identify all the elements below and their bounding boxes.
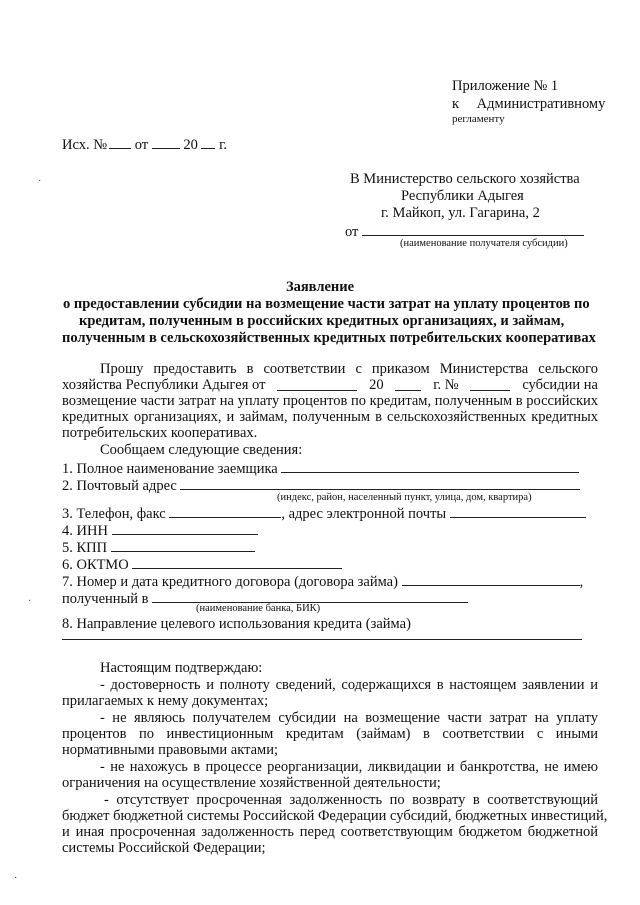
appendix-line3: регламенту <box>452 113 505 125</box>
order-year-line <box>395 377 421 391</box>
addressee-from: от <box>345 222 584 241</box>
field-7: 7. Номер и дата кредитного договора (договора займа) , <box>62 574 584 590</box>
request-line4: кредитных организациях, и займам, полученным в сельскохозяйственных кредитных <box>62 409 598 425</box>
field-6: 6. ОКТМО <box>62 555 342 574</box>
inn-line[interactable] <box>112 521 258 535</box>
field-3: 3. Телефон, факс , адрес электронной почты <box>62 504 586 523</box>
field-7-caption: (наименование банка, БИК) <box>196 603 321 614</box>
field-7b: полученный в <box>62 589 468 608</box>
kpp-line[interactable] <box>111 538 255 552</box>
order-date-line <box>277 377 357 391</box>
scan-speck: · <box>28 596 32 607</box>
addressee-line1: В Министерство сельского хозяйства <box>350 171 580 187</box>
request-line1: Прошу предоставить в соответствии с приказом Министерства сельского <box>100 361 598 377</box>
confirm-p2-line2: процентов по инвестиционным кредитам (займам) в соответствии с иными <box>62 726 598 742</box>
confirm-p4-line2: бюджет бюджетной системы Российской Федерации субсидий, бюджетных инвестиций, <box>62 808 608 824</box>
confirm-p4-line4: системы Российской Федерации; <box>62 840 266 856</box>
phone-fax-line[interactable] <box>169 504 281 518</box>
scan-speck: · <box>14 873 18 884</box>
confirm-p4-line1: - отсутствует просроченная задолженность по возврату в соответствующий <box>104 792 598 808</box>
email-line[interactable] <box>450 504 586 518</box>
request-line5: потребительских кооперативах. <box>62 425 258 441</box>
title-line4: полученным в сельскохозяйственных кредитных потребительских кооперативах <box>62 330 596 346</box>
field-1: 1. Полное наименование заемщика <box>62 459 579 478</box>
appendix-line1: Приложение № 1 <box>452 78 559 94</box>
from-caption: (наименование получателя субсидии) <box>400 238 568 249</box>
confirm-p2-line3: нормативными правовыми актами; <box>62 742 278 758</box>
field-2-line[interactable] <box>180 476 580 490</box>
confirm-p1-line1: - достоверность и полноту сведений, содержащихся в настоящем заявлении и <box>100 677 598 693</box>
request-line2: хозяйства Республики Адыгея от 20 г. № субсидии на <box>62 377 598 393</box>
order-number-line <box>470 377 510 391</box>
from-line <box>362 222 584 236</box>
number-line <box>109 135 131 149</box>
field-8-line[interactable] <box>62 639 582 640</box>
confirm-p4-line3: и иная просроченная задолженность перед соответствующим бюджетом бюджетной <box>62 824 598 840</box>
confirm-intro: Настоящим подтверждаю: <box>100 660 263 676</box>
field-5: 5. КПП <box>62 538 255 557</box>
appendix-word: Административному <box>476 96 606 112</box>
credit-agreement-line[interactable] <box>402 572 580 586</box>
title-line1: Заявление <box>285 279 355 295</box>
field-4: 4. ИНН <box>62 521 258 540</box>
request-line3: возмещение части затрат на уплату процентов по кредитам, полученным в российских <box>62 393 598 409</box>
appendix-k: к <box>452 96 460 112</box>
field-2-caption: (индекс, район, населенный пункт, улица, дом, квартира) <box>277 492 532 503</box>
confirm-p2-line1: - не являюсь получателем субсидии на возмещение части затрат на уплату <box>100 710 598 726</box>
outgoing-number: Исх. № от 20 г. <box>62 137 228 153</box>
title-line3: кредитам, полученным в российских кредитных организациях, и займам, <box>79 313 565 329</box>
oktmo-line[interactable] <box>132 555 342 569</box>
confirm-p1-line2: прилагаемых к нему документах; <box>62 693 269 709</box>
addressee-line2: Республики Адыгея <box>401 188 524 204</box>
bank-line[interactable] <box>152 589 468 603</box>
confirm-p3-line2: ограничения на осуществление хозяйственной деятельности; <box>62 775 441 791</box>
field-8: 8. Направление целевого использования кредита (займа) <box>62 616 411 632</box>
field-2: 2. Почтовый адрес <box>62 476 580 495</box>
date-line <box>152 135 180 149</box>
title-line2: о предоставлении субсидии на возмещение части затрат на уплату процентов по <box>63 296 590 312</box>
addressee-line3: г. Майкоп, ул. Гагарина, 2 <box>381 205 540 221</box>
fields-intro: Сообщаем следующие сведения: <box>100 442 303 458</box>
field-1-line[interactable] <box>281 459 579 473</box>
year-line <box>201 135 215 149</box>
confirm-p3-line1: - не нахожусь в процессе реорганизации, ликвидации и банкротства, не имею <box>100 759 598 775</box>
appendix-line2 <box>452 96 605 113</box>
scan-speck: · <box>38 176 42 187</box>
